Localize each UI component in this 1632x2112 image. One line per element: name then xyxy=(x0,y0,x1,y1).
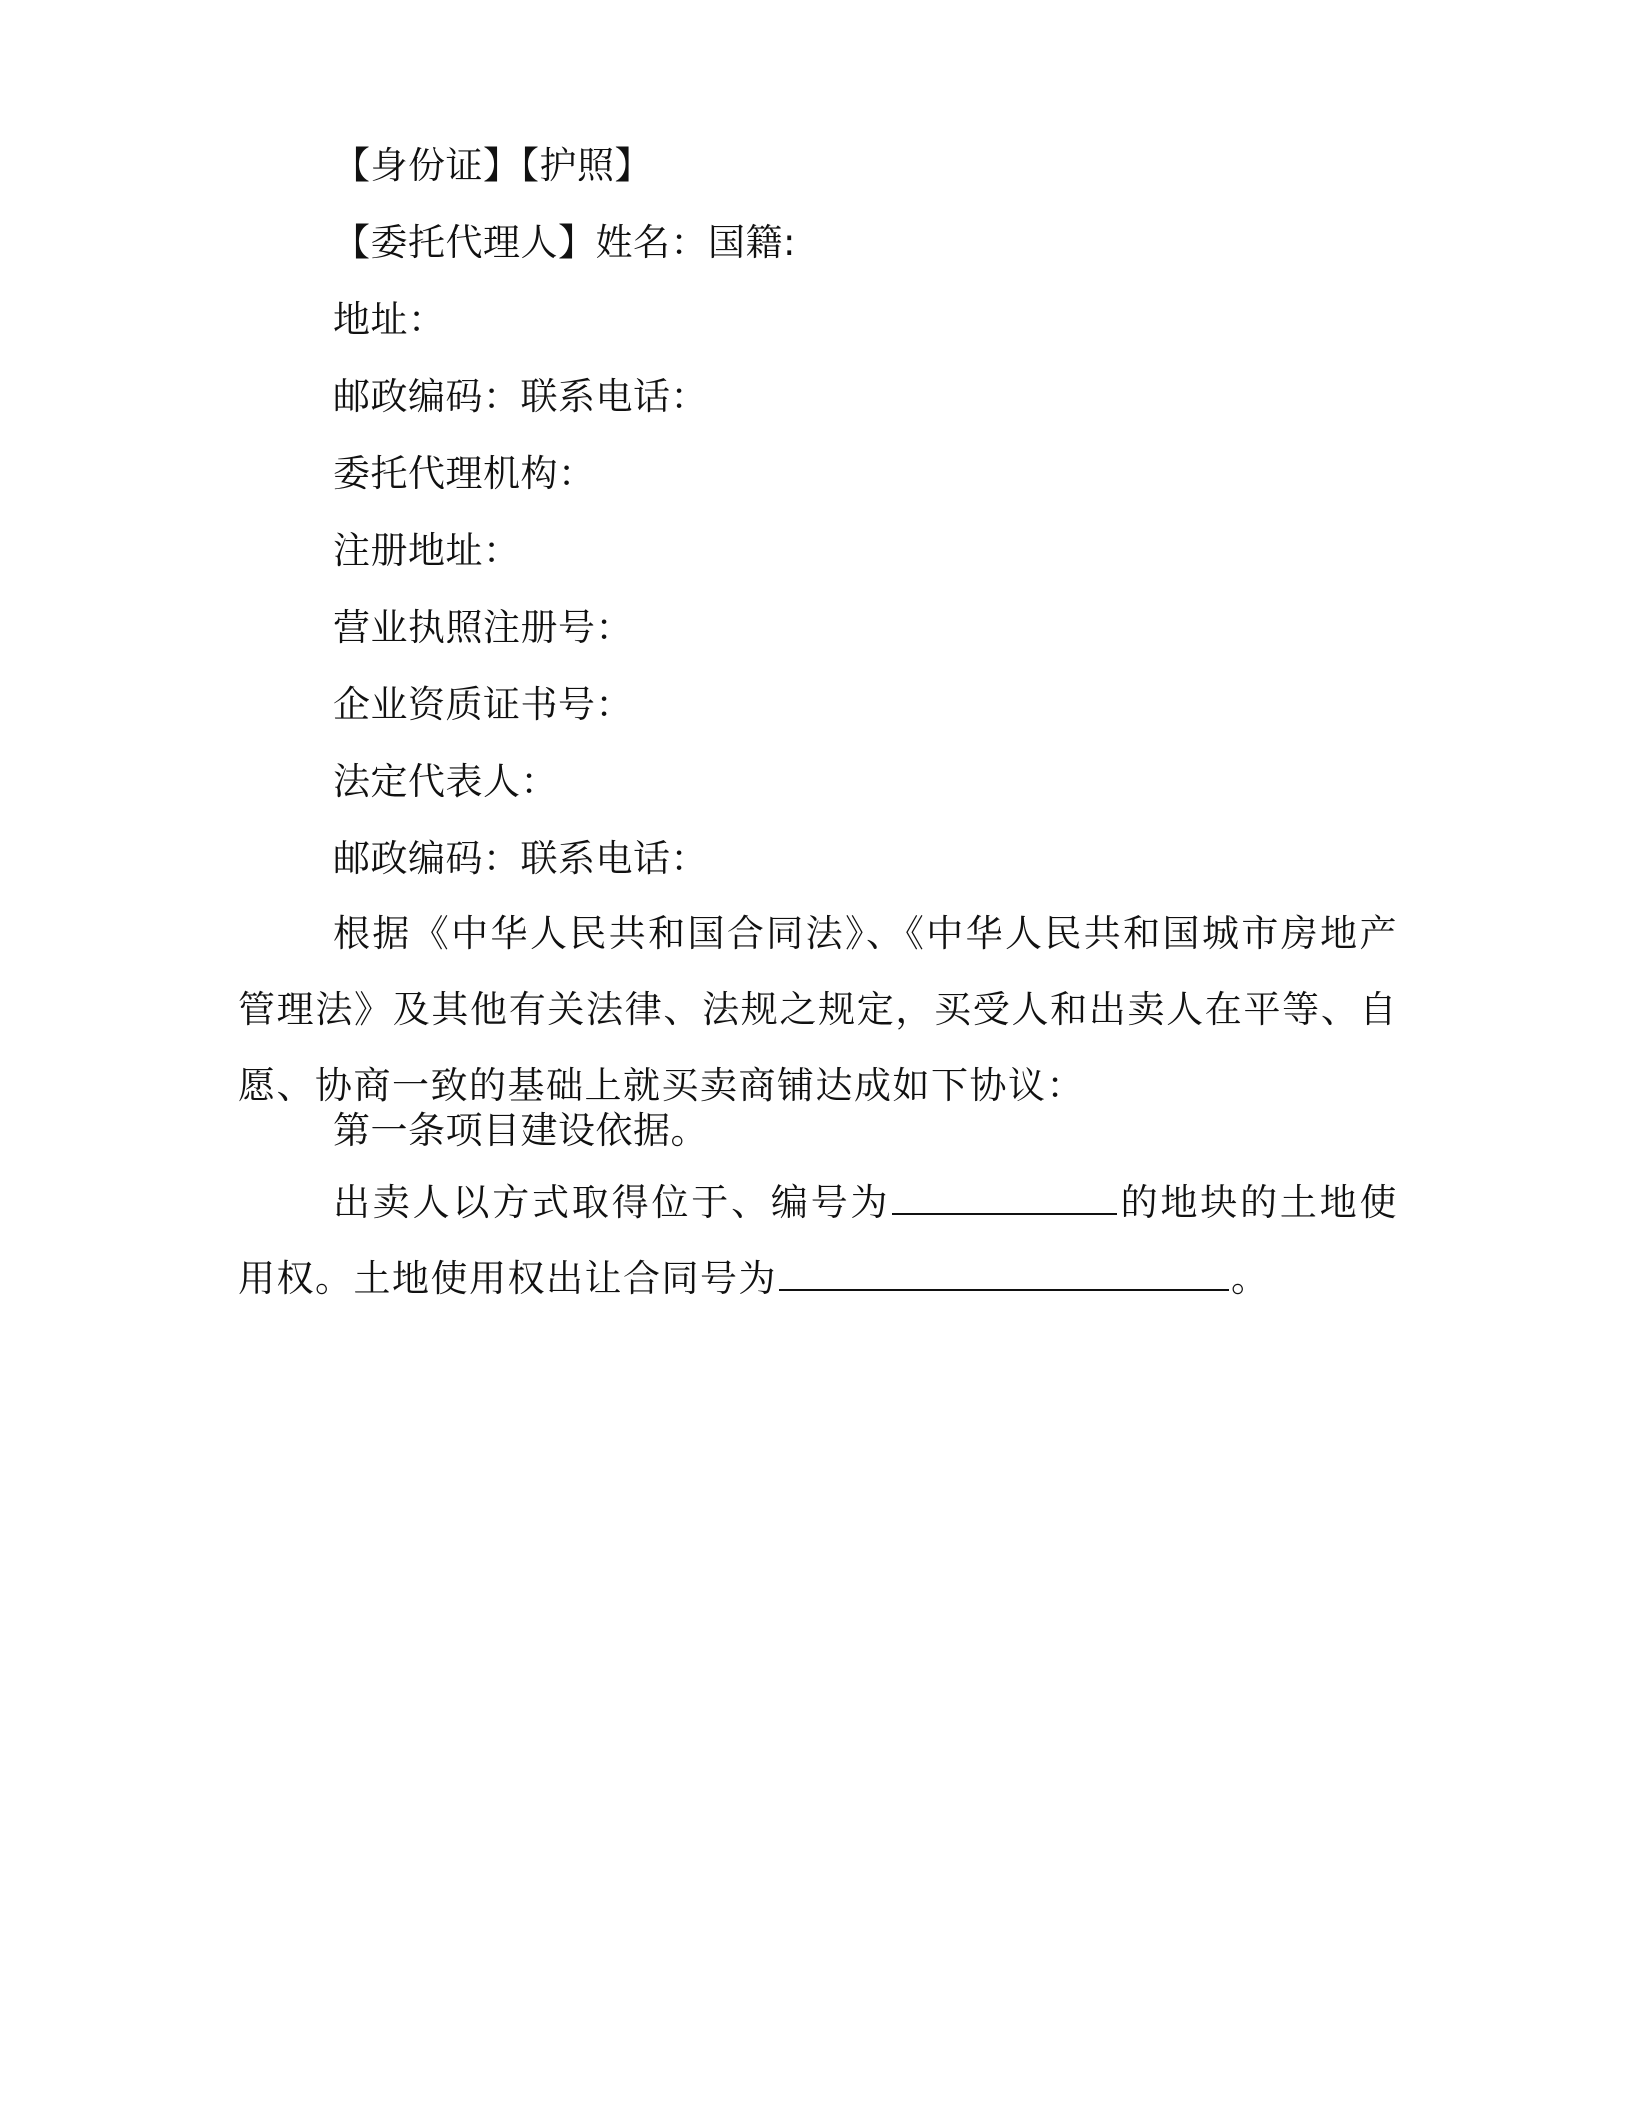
qualification-cert-line: 企业资质证书号： xyxy=(333,683,633,726)
business-license-line: 营业执照注册号： xyxy=(333,606,633,649)
contract-number-blank xyxy=(779,1259,1229,1291)
legal-representative-line: 法定代表人： xyxy=(333,760,558,803)
postal-phone-line-2: 邮政编码：联系电话： xyxy=(333,837,708,880)
preamble-paragraph: 根据《中华人民共和国合同法》、《中华人民共和国城市房地产管理法》及其他有关法律、法规之规定，买受人和出卖人在平等、自愿、协商一致的基础上就买卖商铺达成如下协议： xyxy=(238,912,1398,1107)
id-types-line: 【身份证】【护照】 xyxy=(333,144,652,187)
article-1-text-part2: 的地块的土地使用权。土地使用权出让合同号为 xyxy=(238,1181,1399,1300)
parcel-number-blank xyxy=(892,1183,1117,1215)
postal-phone-line-1: 邮政编码：联系电话： xyxy=(333,375,708,418)
registered-address-line: 注册地址： xyxy=(333,529,521,572)
article-1-body xyxy=(238,1165,1398,1317)
address-line: 地址： xyxy=(333,298,446,341)
article-1-text-part3: 。 xyxy=(1231,1257,1270,1300)
article-1-title: 第一条项目建设依据。 xyxy=(333,1109,708,1152)
agent-name-nationality-line: 【委托代理人】姓名：国籍: xyxy=(333,221,796,264)
agency-line: 委托代理机构： xyxy=(333,452,596,495)
article-1-text-part1: 出卖人以方式取得位于、编号为 xyxy=(333,1181,891,1224)
